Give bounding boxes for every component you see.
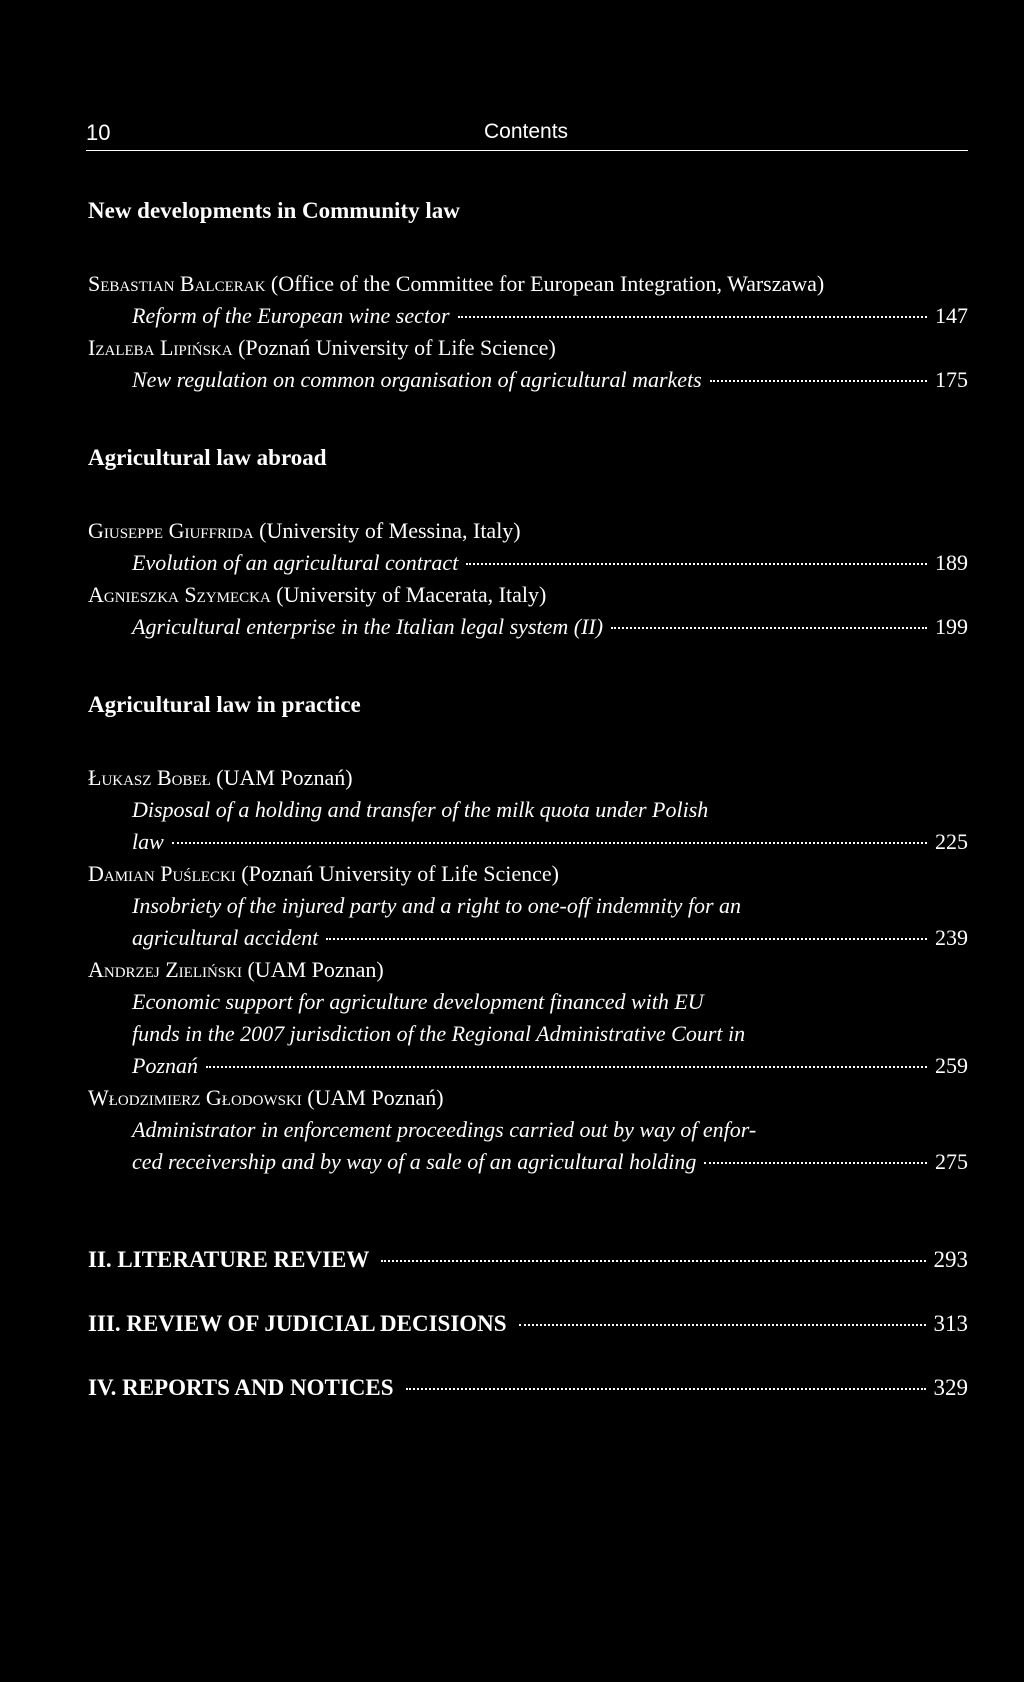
entry-title-line: Administrator in enforcement proceedings carried out by way of enfor- (132, 1117, 757, 1142)
dot-leader (466, 563, 927, 565)
entry-page: 225 (935, 829, 968, 854)
toc-author (88, 268, 968, 300)
toc-author (88, 762, 968, 794)
section-community-law (88, 196, 968, 396)
part-page: 293 (933, 1247, 968, 1272)
entry-title-line: ced receivership and by way of a sale of an agricultural holding (132, 1149, 697, 1174)
entry-title: Evolution of an agricultural contract (132, 550, 459, 575)
author-name: Damian Puślecki (88, 861, 236, 886)
author-name: Sebastian Balcerak (88, 271, 266, 296)
table-of-contents (88, 196, 968, 1404)
dot-leader (172, 842, 927, 844)
toc-author (88, 858, 968, 890)
entry-title-line: Poznań (132, 1053, 198, 1078)
author-name: Izaleba Lipińska (88, 335, 233, 360)
dot-leader (704, 1162, 927, 1164)
section-heading: Agricultural law abroad (88, 445, 327, 470)
toc-part-reports-notices[interactable] (88, 1372, 968, 1404)
toc-entry[interactable] (88, 986, 968, 1082)
toc-author (88, 954, 968, 986)
running-title: Contents (484, 120, 569, 143)
entry-title: Reform of the European wine sector (132, 303, 450, 328)
author-affiliation: (Office of the Committee for European Integration, Warszawa) (270, 271, 825, 296)
toc-author (88, 332, 968, 364)
entry-page: 175 (935, 367, 968, 392)
toc-author (88, 515, 968, 547)
toc-entry[interactable] (88, 300, 968, 332)
author-affiliation: (UAM Poznan) (247, 957, 384, 982)
dot-leader (326, 938, 927, 940)
entry-page: 199 (935, 614, 968, 639)
toc-author (88, 579, 968, 611)
toc-entry[interactable] (88, 1114, 968, 1178)
toc-entry[interactable] (88, 547, 968, 579)
entry-title-line: Insobriety of the injured party and a right to one-off indemnity for an (132, 893, 742, 918)
toc-entry[interactable] (88, 611, 968, 643)
entry-title-line: Economic support for agriculture development financed with EU (132, 989, 704, 1014)
section-heading: New developments in Community law (88, 198, 460, 223)
entry-title-line: agricultural accident (132, 925, 319, 950)
dot-leader (381, 1260, 925, 1262)
entry-page: 189 (935, 550, 968, 575)
part-label: II. LITERATURE REVIEW (88, 1247, 370, 1272)
dot-leader (710, 380, 927, 382)
author-name: Agnieszka Szymecka (88, 582, 271, 607)
toc-entry[interactable] (88, 794, 968, 858)
author-affiliation: (UAM Poznań) (307, 1085, 444, 1110)
toc-part-literature-review[interactable] (88, 1244, 968, 1276)
dot-leader (406, 1388, 926, 1390)
author-affiliation: (UAM Poznań) (216, 765, 353, 790)
author-name: Włodzimierz Głodowski (88, 1085, 302, 1110)
entry-title-line: Disposal of a holding and transfer of the milk quota under Polish (132, 797, 709, 822)
part-page: 313 (933, 1311, 968, 1336)
toc-author (88, 1082, 968, 1114)
author-affiliation: (University of Macerata, Italy) (276, 582, 547, 607)
part-label: IV. REPORTS AND NOTICES (88, 1375, 394, 1400)
author-name: Giuseppe Giuffrida (88, 518, 254, 543)
entry-page: 147 (935, 303, 968, 328)
section-law-abroad (88, 443, 968, 643)
toc-entry[interactable] (88, 364, 968, 396)
entry-page: 259 (935, 1053, 968, 1078)
toc-part-judicial-decisions[interactable] (88, 1308, 968, 1340)
dot-leader (458, 316, 927, 318)
author-name: Andrzej Zieliński (88, 957, 242, 982)
entry-page: 275 (935, 1149, 968, 1174)
part-page: 329 (933, 1375, 968, 1400)
toc-entry[interactable] (88, 890, 968, 954)
part-label: III. REVIEW OF JUDICIAL DECISIONS (88, 1311, 507, 1336)
page-header (86, 118, 968, 151)
section-law-in-practice (88, 690, 968, 1178)
page-number: 10 (86, 120, 111, 145)
section-heading: Agricultural law in practice (88, 692, 361, 717)
author-affiliation: (University of Messina, Italy) (259, 518, 521, 543)
entry-title: New regulation on common organisation of agricultural markets (132, 367, 702, 392)
dot-leader (519, 1324, 926, 1326)
dot-leader (206, 1066, 927, 1068)
entry-title-line: funds in the 2007 jurisdiction of the Regional Administrative Court in (132, 1021, 746, 1046)
entry-title-line: law (132, 829, 164, 854)
author-affiliation: (Poznań University of Life Science) (238, 335, 556, 360)
entry-page: 239 (935, 925, 968, 950)
author-name: Łukasz Bobeł (88, 765, 211, 790)
dot-leader (611, 627, 927, 629)
author-affiliation: (Poznań University of Life Science) (241, 861, 559, 886)
entry-title: Agricultural enterprise in the Italian legal system (II) (132, 614, 604, 639)
